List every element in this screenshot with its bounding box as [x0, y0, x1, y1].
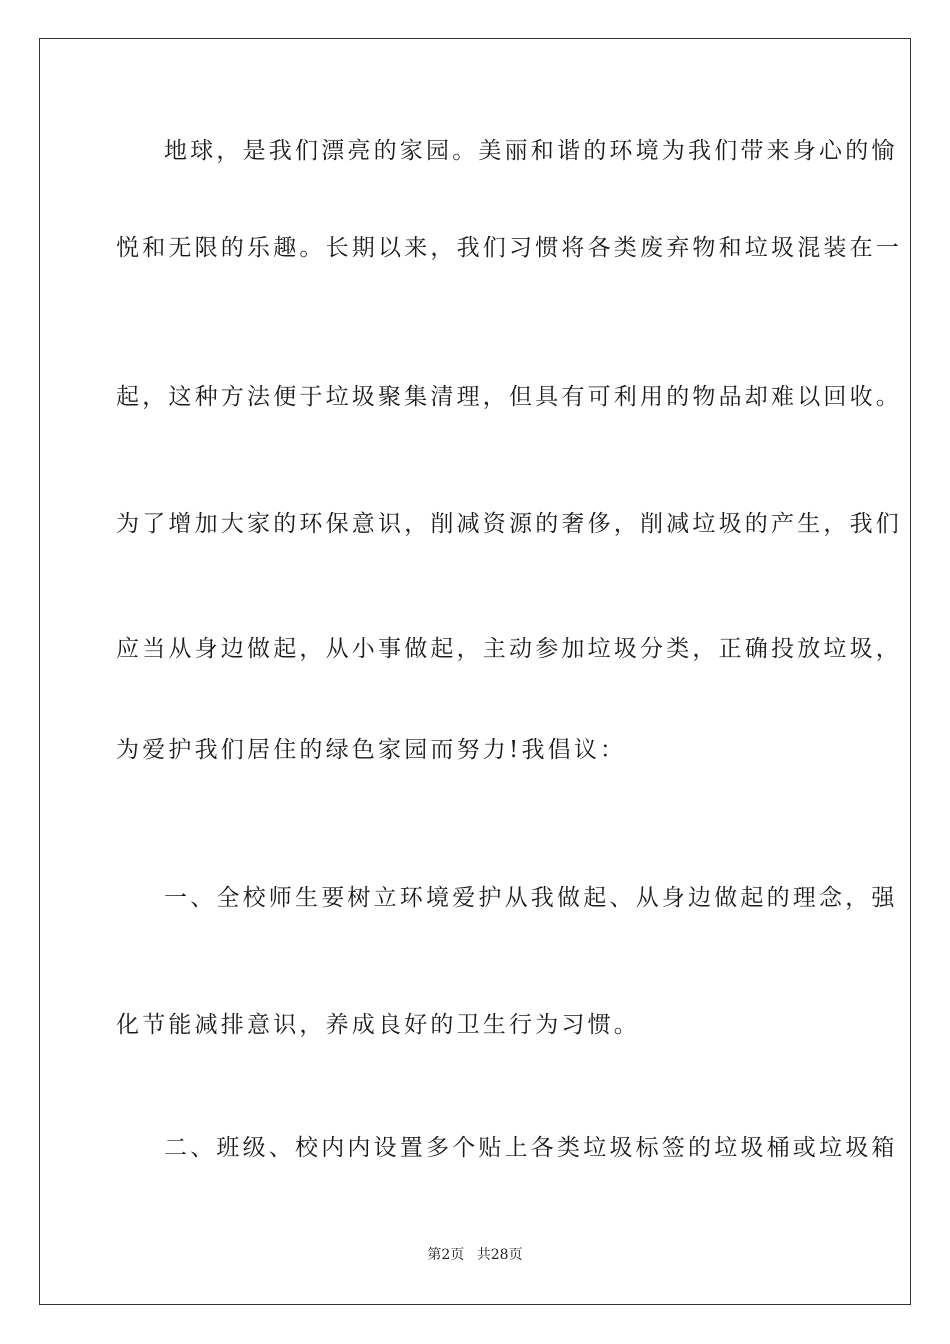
paragraph-line: 为爱护我们居住的绿色家园而努力!我倡议： [116, 737, 627, 763]
page-footer [0, 1246, 950, 1264]
paragraph-line: 起，这种方法便于垃圾聚集清理，但具有可利用的物品却难以回收。 [116, 384, 902, 410]
paragraph-line: 二、班级、校内内设置多个贴上各类垃圾标签的垃圾桶或垃圾箱 [164, 1135, 898, 1161]
paragraph-line: 地球，是我们漂亮的家园。美丽和谐的环境为我们带来身心的愉 [164, 138, 898, 164]
page-border [39, 38, 911, 1305]
paragraph-line: 一、全校师生要树立环境爱护从我做起、从身边做起的理念，强 [164, 885, 898, 911]
paragraph-line: 悦和无限的乐趣。长期以来，我们习惯将各类废弃物和垃圾混装在一 [116, 235, 902, 261]
paragraph-line: 化节能减排意识，养成良好的卫生行为习惯。 [116, 1012, 640, 1038]
page-total: 共28页 [476, 1247, 523, 1263]
paragraph-line: 为了增加大家的环保意识，削减资源的奢侈，削减垃圾的产生，我们 [116, 511, 902, 537]
paragraph-line: 应当从身边做起，从小事做起，主动参加垃圾分类，正确投放垃圾， [116, 636, 902, 662]
page-number: 第2页 [427, 1247, 465, 1263]
